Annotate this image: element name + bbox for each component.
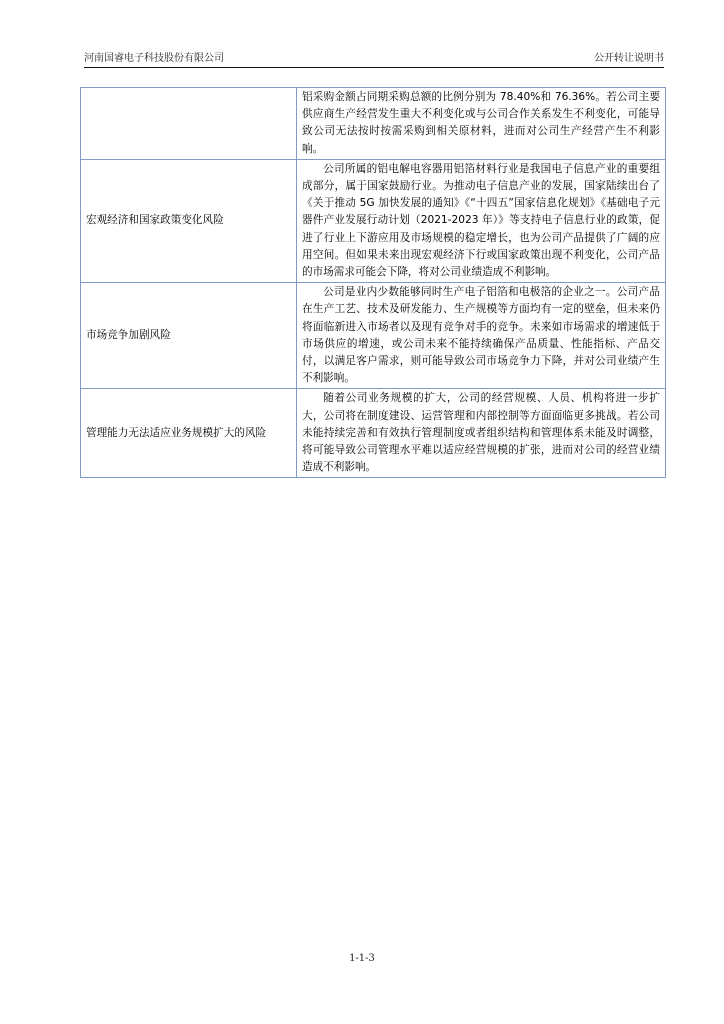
table-row xyxy=(81,283,666,389)
risk-table xyxy=(80,87,666,478)
risk-description-cell: 铝采购金额占同期采购总额的比例分别为 78.40%和 76.36%。若公司主要供应商生产经营发生重大不利变化或与公司合作关系发生不利变化，可能导致公司无法按时按需采购到相关原材料，进而对公司生产经营产生不利影响。 xyxy=(297,88,666,160)
table-row xyxy=(81,389,666,478)
company-name: 河南国睿电子科技股份有限公司 xyxy=(84,53,224,64)
risk-name-cell: 市场竞争加剧风险 xyxy=(81,283,297,389)
table-row xyxy=(81,159,666,282)
risk-name-cell xyxy=(81,88,297,160)
header-divider xyxy=(84,67,664,68)
risk-description-cell: 公司所属的铝电解电容器用铝箔材料行业是我国电子信息产业的重要组成部分，属于国家鼓励行业。为推动电子信息产业的发展，国家陆续出台了《关于推动 5G 加快发展的通知》《“十四五”国家信息化规划》《基础电子元器件产业发展行动计划（2021-2023 年）》等支持电子信息行业的政策，促进了行业上下游应用及市场规模的稳定增长，也为公司产品提供了广阔的应用空间。但如果未来出现宏观经济下行或国家政策出现不利变化，公司产品的市场需求可能会下降，将对公司业绩造成不利影响。 xyxy=(297,159,666,282)
risk-name-cell: 宏观经济和国家政策变化风险 xyxy=(81,159,297,282)
page-number: 1-1-3 xyxy=(349,953,375,964)
risk-description-cell: 公司是业内少数能够同时生产电子铝箔和电极箔的企业之一。公司产品在生产工艺、技术及研发能力、生产规模等方面均有一定的壁垒，但未来仍将面临新进入市场者以及现有竞争对手的竞争。未来如市场需求的增速低于市场供应的增速，或公司未来不能持续确保产品质量、性能指标、产品交付，以满足客户需求，则可能导致公司市场竞争力下降，并对公司业绩产生不利影响。 xyxy=(297,283,666,389)
document-type: 公开转让说明书 xyxy=(594,53,664,64)
risk-name-cell: 管理能力无法适应业务规模扩大的风险 xyxy=(81,389,297,478)
page-header xyxy=(84,52,664,66)
risk-description-cell: 随着公司业务规模的扩大，公司的经营规模、人员、机构将进一步扩大，公司将在制度建设、运营管理和内部控制等方面面临更多挑战。若公司未能持续完善和有效执行管理制度或者组织结构和管理体系未能及时调整，将可能导致公司管理水平难以适应经营规模的扩张，进而对公司的经营业绩造成不利影响。 xyxy=(297,389,666,478)
table-row xyxy=(81,88,666,160)
